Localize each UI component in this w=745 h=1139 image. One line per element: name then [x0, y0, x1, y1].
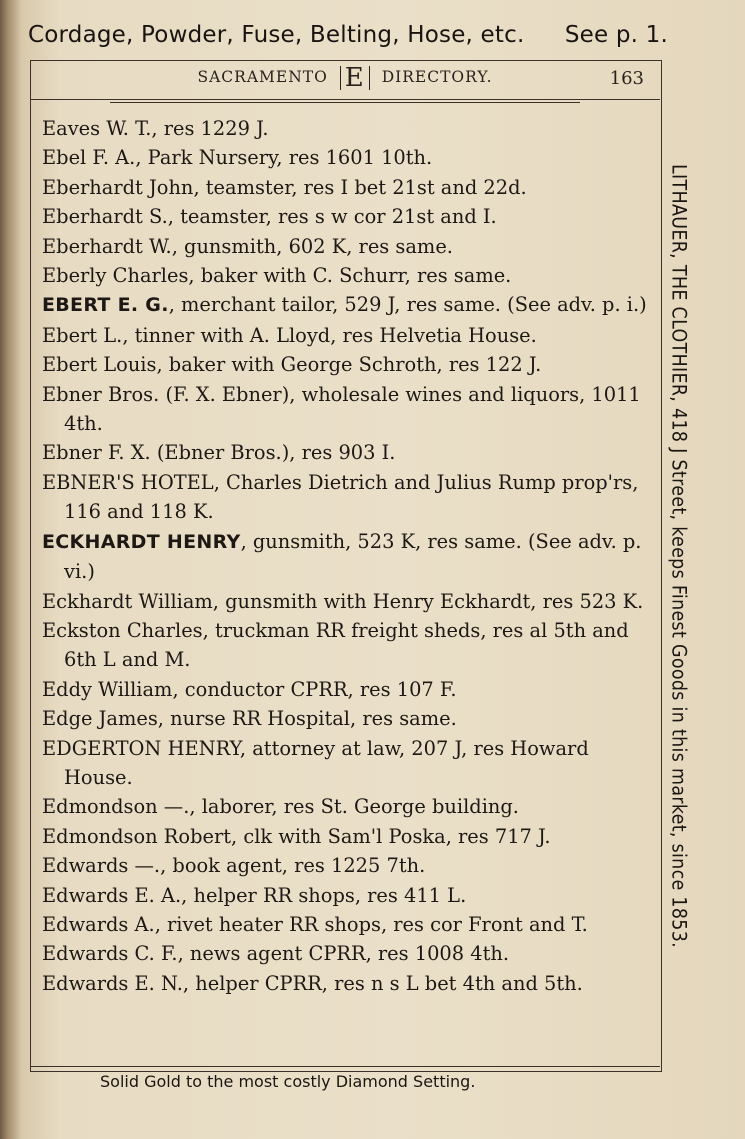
entry-details: (Ebner Bros.), res 903 I.	[150, 441, 396, 465]
entry-details: , truckman RR freight sheds, res al 5th and 6th L and M.	[64, 618, 629, 672]
header-rule-thin	[110, 102, 580, 103]
entry-details: , clk with Sam'l Poska, res 717 J.	[231, 824, 551, 848]
side-advertisement: LITHAUER, THE CLOTHIER, 418 J Street, keeps Finest Goods in this market, since 1853.	[667, 164, 690, 949]
directory-entry	[42, 321, 647, 350]
entry-name: Eaves W. T.	[42, 117, 152, 140]
directory-entry	[42, 143, 647, 172]
entry-details: , Charles Dietrich and Julius Rump prop'rs, 116 and 118 K.	[64, 470, 639, 524]
entry-name: ECKHARDT HENRY	[42, 530, 241, 553]
entry-details: , conductor CPRR, res 107 F.	[172, 677, 457, 701]
directory-entry	[42, 587, 647, 616]
entry-details: , gunsmith, 523 K, res same. (See adv. p. vi.)	[64, 529, 642, 584]
entry-name: Eddy William	[42, 677, 173, 701]
entry-name: Edge James	[42, 707, 158, 731]
entry-name: Edmondson Robert	[42, 824, 232, 848]
entry-details: , teamster, res s w cor 21st and I.	[167, 205, 497, 229]
entry-details: , book agent, res 1225 7th.	[160, 854, 426, 878]
entry-details: , tinner with A. Lloyd, res Helvetia House.	[122, 323, 537, 347]
directory-entry	[42, 114, 647, 143]
top-ad-page-ref: See p. 1.	[564, 22, 668, 48]
entry-name: Edwards A.	[42, 912, 155, 936]
directory-entry	[42, 792, 647, 821]
entry-name: Edwards E. A.	[42, 883, 182, 907]
running-head	[30, 63, 660, 98]
running-head-section: DIRECTORY.	[381, 68, 493, 86]
directory-entries	[42, 114, 647, 998]
entry-details: , attorney at law, 207 J, res Howard House.	[64, 736, 589, 789]
entry-details: , Park Nursery, res 1601 10th.	[135, 146, 433, 170]
entry-details: , nurse RR Hospital, res same.	[157, 707, 457, 731]
entry-name: Edmondson —.	[42, 795, 190, 819]
directory-entry	[42, 350, 647, 379]
entry-name: Eckston Charles	[42, 618, 203, 642]
entry-details: , rivet heater RR shops, res cor Front and T.	[154, 912, 588, 936]
directory-entry	[42, 202, 647, 231]
entry-name: EBERT E. G.	[42, 294, 169, 317]
directory-entry	[42, 969, 647, 998]
entry-name: Edwards —.	[42, 854, 161, 878]
entry-name: Edwards E. N.	[42, 971, 183, 995]
running-head-city: SACRAMENTO	[197, 68, 328, 86]
directory-entry	[42, 468, 647, 527]
entry-name: Eberhardt S.	[42, 205, 168, 229]
directory-entry	[42, 616, 647, 675]
entry-name: EDGERTON HENRY	[42, 736, 240, 760]
directory-entry	[42, 851, 647, 880]
entry-details: , baker with C. Schurr, res same.	[188, 264, 512, 288]
entry-details: , res 1229 J.	[151, 117, 269, 140]
footer-rule	[30, 1066, 660, 1067]
directory-entry	[42, 438, 647, 467]
entry-details: , baker with George Schroth, res 122 J.	[156, 353, 542, 377]
entry-name: Eckhardt William	[42, 589, 213, 613]
entry-name: Ebner Bros.	[42, 382, 160, 406]
entry-details: , laborer, res St. George building.	[189, 795, 519, 819]
entry-name: Ebert Louis	[42, 353, 157, 377]
entry-details: , teamster, res I bet 21st and 22d.	[193, 175, 527, 199]
entry-details: , gunsmith, 602 K, res same.	[171, 234, 453, 258]
entry-name: Eberhardt John	[42, 175, 194, 199]
directory-entry	[42, 290, 647, 320]
directory-entry	[42, 527, 647, 587]
entry-name: Eberly Charles	[42, 264, 189, 288]
directory-entry	[42, 173, 647, 202]
entry-name: Edwards C. F.	[42, 942, 178, 966]
entry-name: EBNER'S HOTEL	[42, 470, 214, 494]
directory-entry	[42, 939, 647, 968]
entry-details: , helper CPRR, res n s L bet 4th and 5th.	[182, 971, 583, 995]
entry-details: , gunsmith with Henry Eckhardt, res 523 K.	[212, 589, 644, 613]
bottom-advertisement: Solid Gold to the most costly Diamond Setting.	[100, 1072, 476, 1091]
entry-name: Ebert L.	[42, 323, 123, 347]
entry-details: , helper RR shops, res 411 L.	[181, 883, 467, 907]
entry-details: , merchant tailor, 529 J, res same. (See adv. p. i.)	[168, 293, 647, 317]
directory-entry	[42, 232, 647, 261]
directory-entry	[42, 734, 647, 793]
entry-name: Ebner F. X.	[42, 441, 151, 465]
running-head-title	[30, 63, 660, 93]
directory-entry	[42, 675, 647, 704]
entry-details: , news agent CPRR, res 1008 4th.	[177, 942, 510, 966]
directory-entry	[42, 261, 647, 290]
directory-entry	[42, 881, 647, 910]
entry-name: Eberhardt W.	[42, 234, 172, 258]
top-ad-text: Cordage, Powder, Fuse, Belting, Hose, etc.	[28, 22, 525, 48]
directory-entry	[42, 380, 647, 439]
directory-entry	[42, 910, 647, 939]
page-number: 163	[609, 68, 644, 89]
directory-entry	[42, 704, 647, 733]
entry-name: Ebel F. A.	[42, 146, 136, 170]
directory-entry	[42, 822, 647, 851]
header-rule	[30, 99, 660, 100]
section-letter: E	[340, 66, 370, 90]
entry-details: (F. X. Ebner), wholesale wines and liquors, 1011 4th.	[64, 382, 641, 436]
top-advertisement	[28, 22, 668, 48]
